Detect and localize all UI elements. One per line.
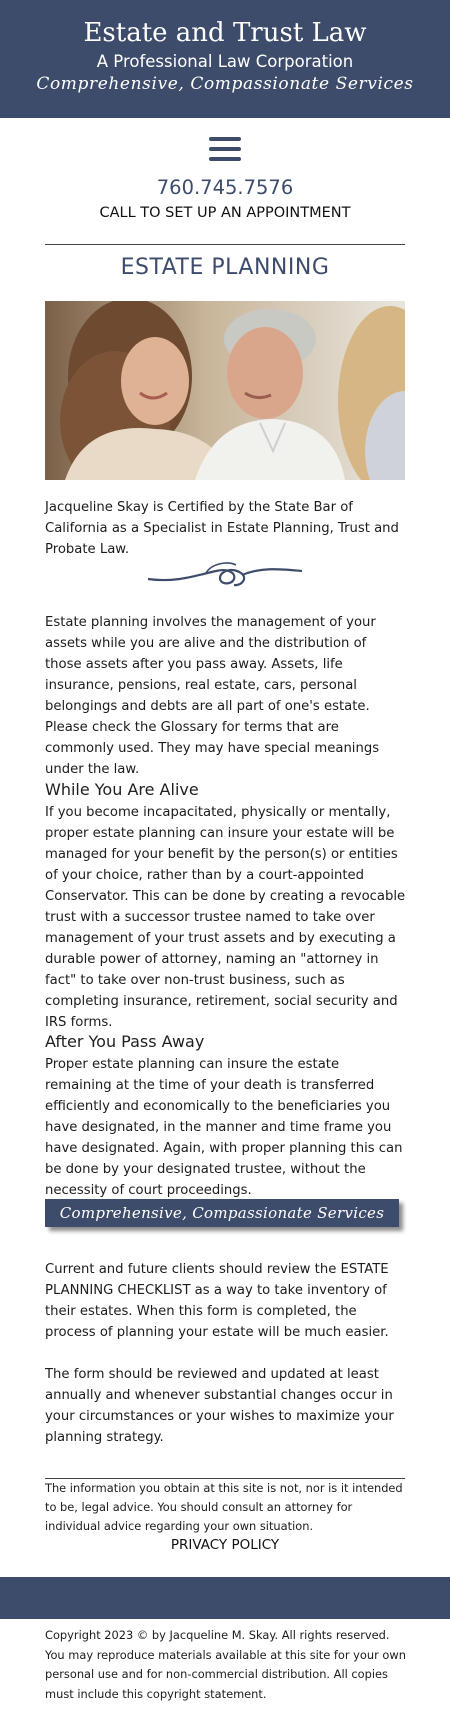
intro-paragraph: Estate planning involves the management of your assets while you are alive and the distribution of those assets after you pass away. Assets, life insurance, pensions, real estate, cars, personal belongings and debts are all part of one's estate. Please check the Glossary for terms that are commonly used. They may have special meanings under the law. (45, 615, 380, 777)
tagline-banner: Comprehensive, Compassionate Services (45, 1199, 399, 1227)
section-heading-after-pass-away: After You Pass Away (45, 1032, 205, 1051)
checklist-paragraph: Current and future clients should review the ESTATE PLANNING CHECKLIST as a way to take inventory of their estates. When this form is completed, the process of planning your estate will be much easier. (45, 1262, 389, 1340)
page-title: ESTATE PLANNING (120, 255, 330, 280)
copyright-notice: Copyright 2023 © by Jacqueline M. Skay. All rights reserved. You may reproduce materials available at this site for your own personal use and for non-commercial distribution. All copies must include this copyright statement. (45, 1628, 406, 1701)
section-heading-while-alive: While You Are Alive (45, 780, 199, 799)
legal-disclaimer: The information you obtain at this site is not, nor is it intended to be, legal advice. You should consult an attorney for individual advice regarding your own situation. (45, 1481, 403, 1533)
section-body-after-pass-away: Proper estate planning can insure the estate remaining at the time of your death is transferred efficiently and economically to the beneficiaries you have designated, in the manner and time frame you have designated. Again, with proper planning this can be done by your designated trustee, without the necessity of court proceedings. (45, 1057, 403, 1198)
review-paragraph: The form should be reviewed and updated at least annually and whenever substantial changes occur in your circumstances or your wishes to maximize your planning strategy. (45, 1367, 394, 1445)
phone-number-link[interactable]: 760.745.7576 (156, 176, 294, 199)
site-tagline: Comprehensive, Compassionate Services (36, 74, 414, 94)
menu-bar-bottom (209, 157, 241, 161)
hero-image-couple (45, 301, 405, 480)
appointment-call-text: CALL TO SET UP AN APPOINTMENT (99, 205, 351, 221)
hamburger-menu-icon[interactable] (209, 136, 241, 162)
certification-paragraph: Jacqueline Skay is Certified by the State Bar of California as a Specialist in Estate Planning, Trust and Probate Law. (45, 500, 399, 557)
privacy-policy-link[interactable]: PRIVACY POLICY (170, 1537, 280, 1553)
footer-band (0, 1577, 450, 1619)
menu-bar-top (209, 137, 241, 141)
site-subtitle: A Professional Law Corporation (96, 52, 354, 71)
site-header (0, 0, 450, 118)
section-body-while-alive: If you become incapacitated, physically or mentally, proper estate planning can insure your estate will be managed for your benefit by the person(s) or entities of your choice, rather than by a court-appointed Conservator. This can be done by creating a revocable trust with a successor trustee named to take over management of your trust assets and by executing a durable power of attorney, naming an "attorney in fact" to take over non-trust business, such as completing insurance, retirement, social security and IRS forms. (45, 805, 406, 1030)
menu-bar-middle (209, 147, 241, 151)
site-title[interactable]: Estate and Trust Law (83, 18, 367, 48)
header-divider (45, 244, 405, 245)
decorative-flourish-icon (146, 555, 304, 591)
